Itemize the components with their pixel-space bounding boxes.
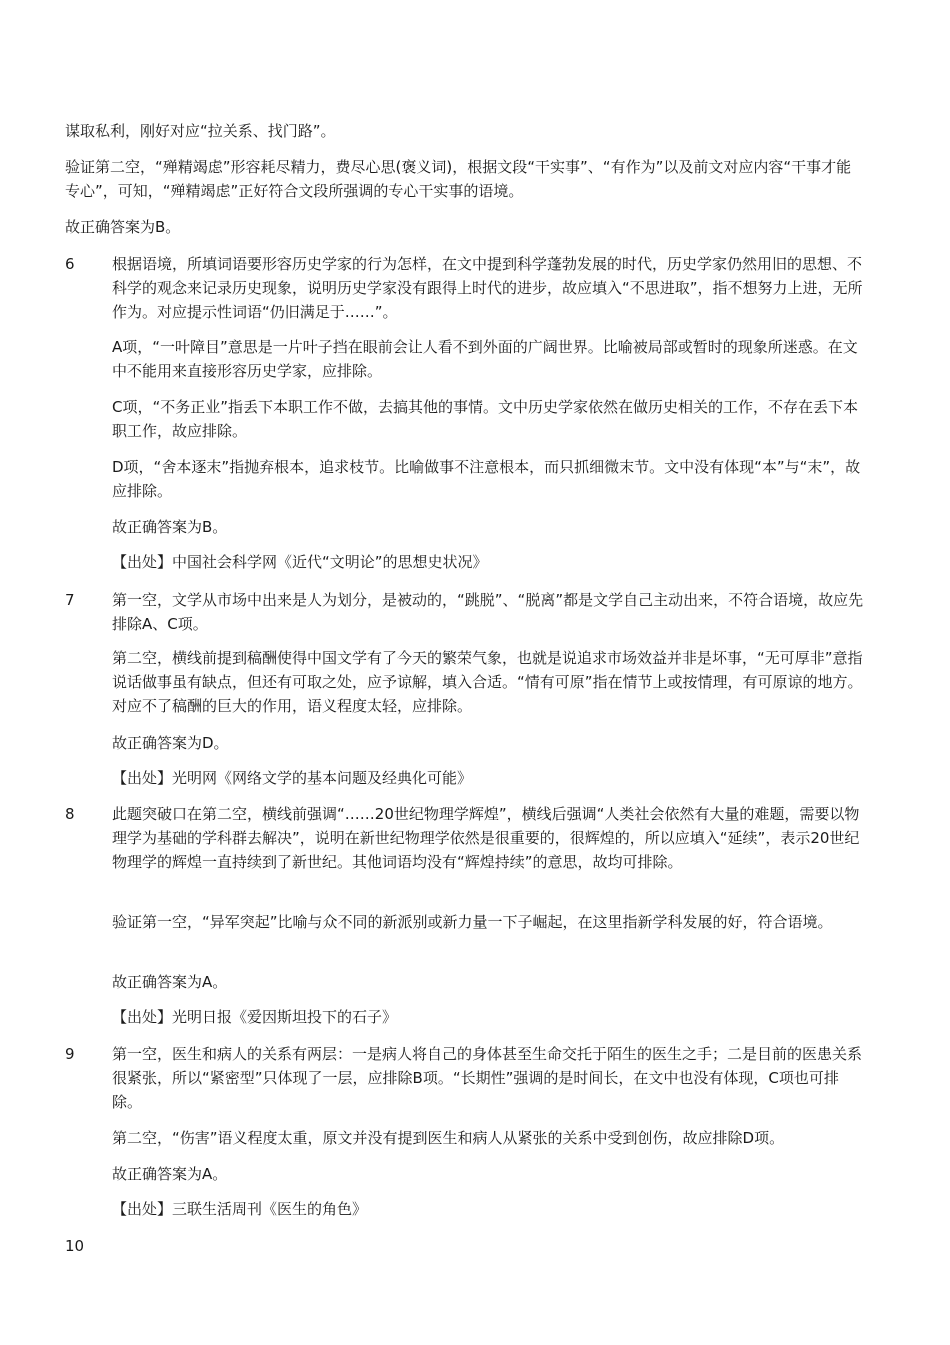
q6-paragraph-1: 根据语境，所填词语要形容历史学家的行为怎样，在文中提到科学蓬勃发展的时代，历史学家仍然用旧的思想、不科学的观念来记录历史现象，说明历史学家没有跟得上时代的进步，故应填入“不思进取”，指不想努力上进，无所作为。对应提示性词语“仍旧满足于……”。 — [112, 255, 863, 321]
q6-answer: 故正确答案为B。 — [112, 518, 228, 536]
q7-paragraph-1: 第一空，文学从市场中出来是人为划分，是被动的，“跳脱”、“脱离”都是文学自己主动出来，不符合语境，故应先排除A、C项。 — [112, 591, 864, 633]
q9-paragraph-1: 第一空，医生和病人的关系有两层：一是病人将自己的身体甚至生命交托于陌生的医生之手；二是目前的医患关系很紧张，所以“紧密型”只体现了一层，应排除B项。“长期性”强调的是时间长，在文中也没有体现，C项也可排除。 — [112, 1045, 863, 1111]
q6-source: 【出处】中国社会科学网《近代“文明论”的思想史状况》 — [112, 553, 488, 571]
q9-answer: 故正确答案为A。 — [112, 1165, 228, 1183]
q8-paragraph-2: 验证第一空，“异军突起”比喻与众不同的新派别或新力量一下子崛起，在这里指新学科发展的好，符合语境。 — [112, 913, 833, 931]
question-number-9: 9 — [65, 1045, 75, 1063]
q8-paragraph-1: 此题突破口在第二空，横线前强调“……20世纪物理学辉煌”，横线后强调“人类社会依然有大量的难题，需要以物理学为基础的学科群去解决”，说明在新世纪物理学依然是很重要的，很辉煌的，所以应填入“延续”，表示20世纪物理学的辉煌一直持续到了新世纪。其他词语均没有“辉煌持续”的意思，故均可排除。 — [112, 805, 860, 871]
q6-paragraph-3: C项，“不务正业”指丢下本职工作不做，去搞其他的事情。文中历史学家依然在做历史相关的工作，不存在丢下本职工作，故应排除。 — [112, 398, 859, 440]
q7-paragraph-2: 第二空，横线前提到稿酬使得中国文学有了今天的繁荣气象，也就是说追求市场效益并非是坏事，“无可厚非”意指说话做事虽有缺点，但还有可取之处，应予谅解，填入合适。“情有可原”指在情节上或按情理，有可原谅的地方。对应不了稿酬的巨大的作用，语义程度太轻，应排除。 — [112, 649, 863, 715]
q9-source: 【出处】三联生活周刊《医生的角色》 — [112, 1200, 368, 1218]
question-number-7: 7 — [65, 591, 75, 609]
intro-answer: 故正确答案为B。 — [65, 218, 181, 236]
q8-source: 【出处】光明日报《爱因斯坦投下的石子》 — [112, 1008, 398, 1026]
q7-source: 【出处】光明网《网络文学的基本问题及经典化可能》 — [112, 769, 473, 787]
q8-answer: 故正确答案为A。 — [112, 973, 228, 991]
question-number-8: 8 — [65, 805, 75, 823]
q6-paragraph-2: A项，“一叶障目”意思是一片叶子挡在眼前会让人看不到外面的广阔世界。比喻被局部或暂时的现象所迷惑。在文中不能用来直接形容历史学家，应排除。 — [112, 338, 858, 380]
intro-paragraph-2: 验证第二空，“殚精竭虑”形容耗尽精力，费尽心思(褒义词)，根据文段“干实事”、“有作为”以及前文对应内容“干事才能专心”，可知，“殚精竭虑”正好符合文段所强调的专心干实事的语境。 — [65, 158, 852, 200]
q7-answer: 故正确答案为D。 — [112, 734, 229, 752]
q9-paragraph-2: 第二空，“伤害”语义程度太重，原文并没有提到医生和病人从紧张的关系中受到创伤，故应排除D项。 — [112, 1129, 785, 1147]
question-number-10: 10 — [65, 1237, 85, 1255]
q6-paragraph-4: D项，“舍本逐末”指抛弃根本，追求枝节。比喻做事不注意根本，而只抓细微末节。文中没有体现“本”与“末”，故应排除。 — [112, 458, 861, 500]
intro-paragraph-1: 谋取私利，刚好对应“拉关系、找门路”。 — [65, 122, 336, 140]
question-number-6: 6 — [65, 255, 75, 273]
